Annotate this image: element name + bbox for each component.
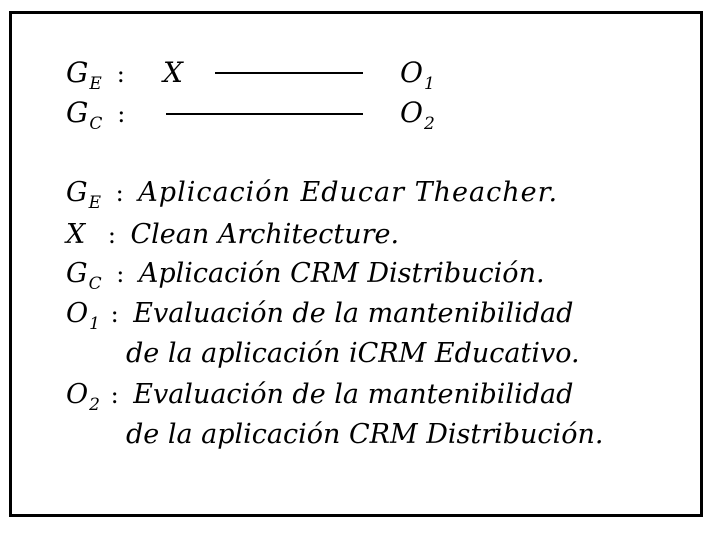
- observation-1: [400, 56, 435, 94]
- design-row-control: [66, 96, 126, 134]
- observation-symbol: O: [400, 96, 423, 129]
- group-symbol: G: [66, 56, 89, 89]
- legend-colon: :: [107, 221, 116, 249]
- legend-colon: :: [116, 260, 125, 288]
- legend-o2: [66, 379, 574, 415]
- observation-subscript: 2: [423, 114, 435, 134]
- legend-colon: :: [115, 179, 124, 207]
- control-line: [166, 113, 363, 115]
- legend-ge: [66, 177, 559, 213]
- design-row-experimental: [66, 56, 125, 94]
- colon: :: [117, 100, 126, 128]
- legend-o2-cont: de la aplicación CRM Distribución.: [126, 419, 604, 450]
- legend-gc: [66, 258, 545, 294]
- legend-colon: :: [110, 381, 119, 409]
- legend-text: Evaluación de la mantenibilidad: [133, 298, 574, 329]
- legend-symbol: X: [66, 219, 86, 250]
- legend-text: Aplicación Educar Theacher.: [138, 177, 559, 208]
- legend-symbol: O: [66, 298, 89, 329]
- legend-text: Clean Architecture.: [130, 219, 400, 250]
- legend-subscript: 1: [89, 314, 100, 334]
- observation-symbol: O: [400, 56, 423, 89]
- legend-o1: [66, 298, 574, 334]
- legend-symbol: G: [66, 177, 88, 208]
- legend-text: Evaluación de la mantenibilidad: [133, 379, 574, 410]
- legend-symbol: G: [66, 258, 88, 289]
- treatment-line-1: [215, 72, 363, 74]
- legend-o1-cont: de la aplicación iCRM Educativo.: [126, 338, 580, 369]
- colon: :: [116, 60, 125, 88]
- observation-2: [400, 96, 435, 134]
- legend-x: [66, 219, 399, 250]
- treatment-symbol: X: [163, 56, 183, 89]
- legend-colon: :: [110, 300, 119, 328]
- legend-text: Aplicación CRM Distribución.: [138, 258, 545, 289]
- legend-symbol: O: [66, 379, 89, 410]
- group-subscript: E: [89, 74, 102, 94]
- legend-subscript: 2: [89, 395, 100, 415]
- legend-subscript: C: [88, 274, 102, 294]
- legend-subscript: E: [88, 193, 101, 213]
- observation-subscript: 1: [423, 74, 435, 94]
- group-subscript: C: [89, 114, 103, 134]
- group-symbol: G: [66, 96, 89, 129]
